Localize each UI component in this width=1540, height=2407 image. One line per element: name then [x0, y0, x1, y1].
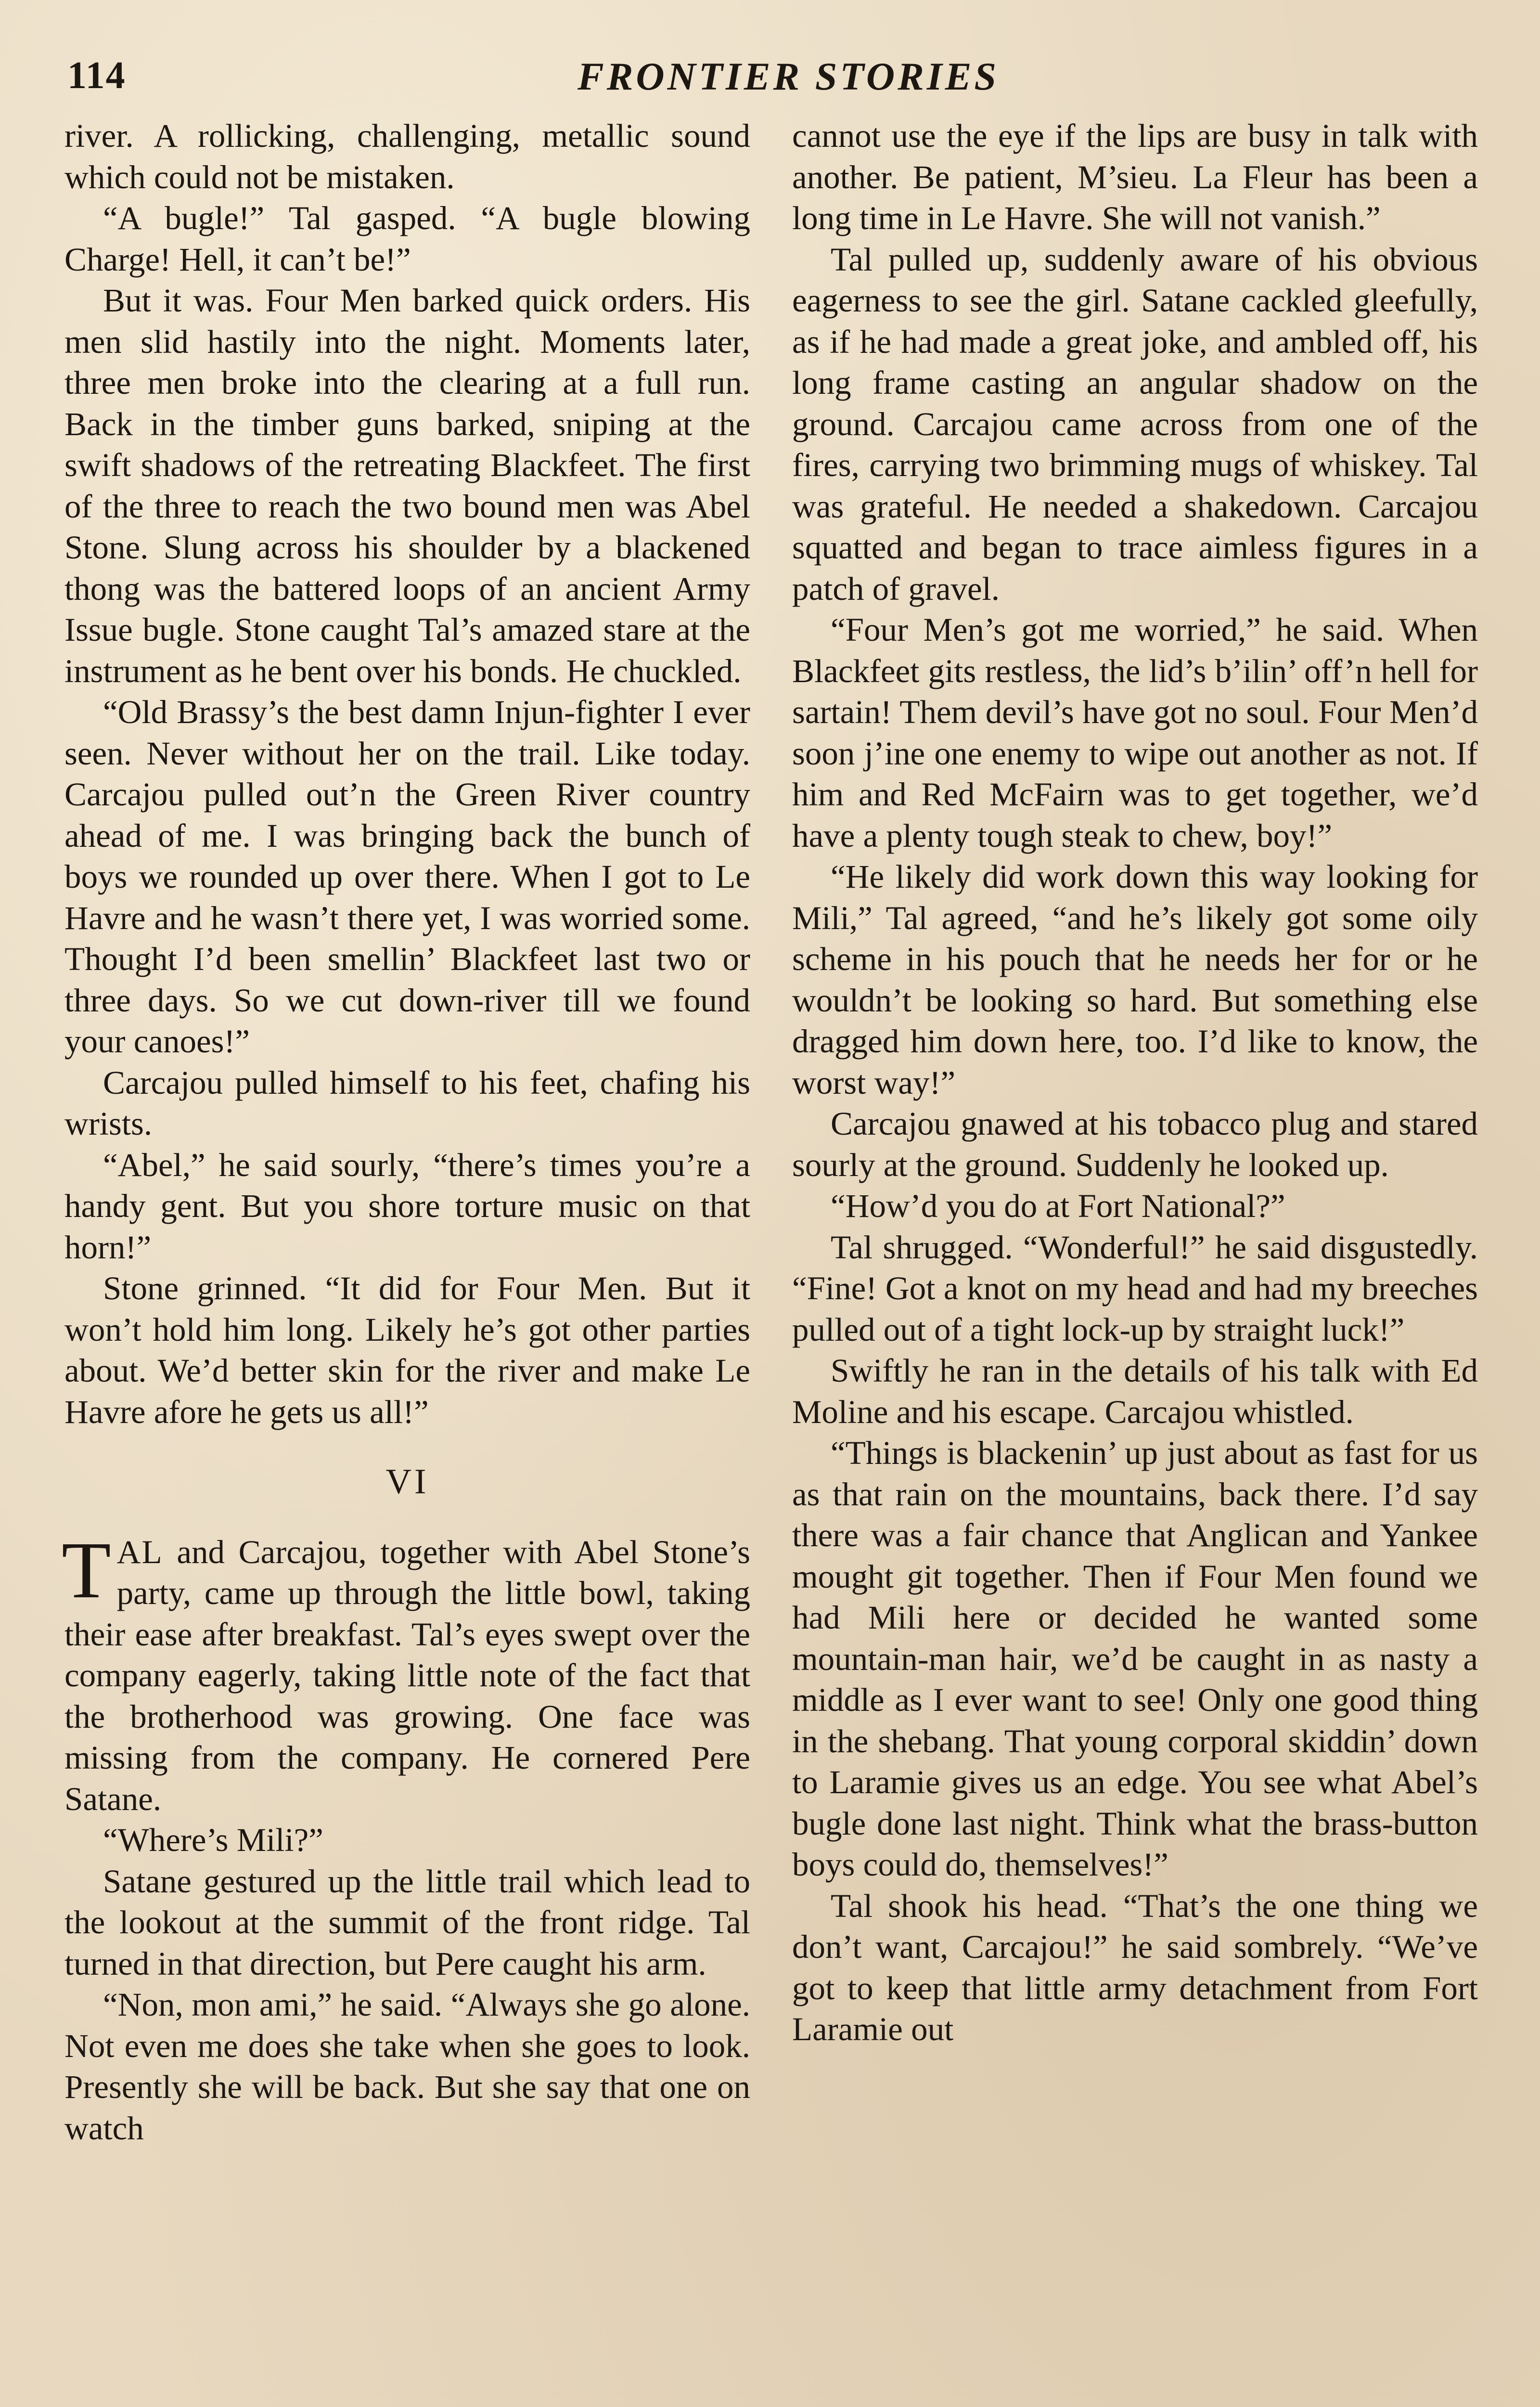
paragraph: river. A rollicking, challenging, metallic sound which could not be mistaken.	[64, 117, 750, 195]
chapter-opening-paragraph	[62, 1525, 750, 1820]
chapter-heading: VI	[385, 1462, 429, 1501]
paragraph: “Non, mon ami,” he said. “Always she go alone. Not even me does she take when she goes to look. Presently she will be back. But she say that one on watch	[64, 1986, 750, 2147]
paragraph: Tal shook his head. “That’s the one thing we don’t want, Carcajou!” he said sombrely. “We’ve got to keep that little army detachment from Fort Laramie out	[792, 1887, 1478, 2047]
paragraph: “A bugle!” Tal gasped. “A bugle blowing Charge! Hell, it can’t be!”	[64, 200, 750, 278]
paragraph: But it was. Four Men barked quick orders. His men slid hastily into the night. Moments later, three men broke into the clearing at a full run. Back in the timber guns barked, sniping at the swift shadows of the retreating Blackfeet. The first of the three to reach the two bound men was Abel Stone. Slung across his shoulder by a blackened thong was the battered loops of an ancient Army Issue bugle. Stone caught Tal’s amazed stare at the instrument as he bent over his bonds. He chuckled.	[64, 282, 750, 689]
paragraph: Tal shrugged. “Wonderful!” he said disgustedly. “Fine! Got a knot on my head and had my breeches pulled out of a tight lock-up by straight luck!”	[792, 1229, 1478, 1348]
paragraph: “How’d you do at Fort National?”	[831, 1188, 1285, 1224]
paragraph: Swiftly he ran in the details of his talk with Ed Moline and his escape. Carcajou whistled.	[792, 1352, 1478, 1430]
page-number: 114	[67, 54, 126, 97]
paragraph: “Old Brassy’s the best damn Injun-fighter I ever seen. Never without her on the trail. Like today. Carcajou pulled out’n the Green River country ahead of me. I was bringing back the bunch of boys we rounded up over there. When I got to Le Havre and he wasn’t there yet, I was worried some. Thought I’d been smellin’ Blackfeet last two or three days. So we cut down-river till we found your canoes!”	[64, 694, 750, 1060]
paragraph: Stone grinned. “It did for Four Men. But it won’t hold him long. Likely he’s got other parties about. We’d better skin for the river and make Le Havre afore he gets us all!”	[64, 1270, 750, 1430]
paragraph: Carcajou pulled himself to his feet, chafing his wrists.	[64, 1064, 750, 1142]
paragraph: cannot use the eye if the lips are busy in talk with another. Be patient, M’sieu. La Fleur has been a long time in Le Havre. She will not vanish.”	[792, 117, 1478, 236]
opening-smallcaps: AL	[116, 1533, 163, 1570]
paragraph: Tal pulled up, suddenly aware of his obvious eagerness to see the girl. Satane cackled gleefully, as if he had made a great joke, and ambled off, his long frame casting an angular shadow on the ground. Carcajou came across from one of the fires, carrying two brimming mugs of whiskey. Tal was grateful. He needed a shakedown. Carcajou squatted and began to trace aimless figures in a patch of gravel.	[792, 241, 1478, 607]
paragraph: “Abel,” he said sourly, “there’s times you’re a handy gent. But you shore torture music on that horn!”	[64, 1146, 750, 1266]
paragraph: Carcajou gnawed at his tobacco plug and stared sourly at the ground. Suddenly he looked up.	[792, 1105, 1478, 1183]
paragraph: “Things is blackenin’ up just about as fast for us as that rain on the mountains, back there. I’d say there was a fair chance that Anglican and Yankee mought git together. Then if Four Men found we had Mili here or decided he wanted some mountain-man hair, we’d be caught in as nasty a middle as I ever want to see! Only one good thing in the shebang. That young corporal skiddin’ down to Laramie gives us an edge. You see what Abel’s bugle done last night. Think what the brass-button boys could do, themselves!”	[792, 1435, 1478, 1883]
page-header	[67, 54, 1477, 107]
drop-cap: T	[62, 1525, 111, 1615]
paragraph: “Where’s Mili?”	[103, 1822, 323, 1858]
paragraph: “Four Men’s got me worried,” he said. When Blackfeet gits restless, the lid’s b’ilin’ off’n hell for sartain! Them devil’s have got no soul. Four Men’d soon j’ine one enemy to wipe out another as not. If him and Red McFairn was to get together, we’d have a plenty tough steak to chew, boy!”	[792, 611, 1478, 854]
paragraph: “He likely did work down this way looking for Mili,” Tal agreed, “and he’s likely got some oily scheme in his pouch that he needs her for or he wouldn’t be looking so hard. But something else dragged him down here, too. I’d like to know, the worst way!”	[792, 858, 1478, 1101]
left-column	[64, 116, 750, 2149]
running-title: FRONTIER STORIES	[578, 54, 1000, 98]
opening-text: and Carcajou, together with Abel Stone’s party, came up through the little bowl, taking their ease after breakfast. Tal’s eyes swept over the company eagerly, taking little note of the fact that the brotherhood was growing. One face was missing from the company. He cornered Pere Satane.	[64, 1533, 750, 1817]
right-column	[792, 116, 1478, 2050]
paragraph: Satane gestured up the little trail which lead to the lookout at the summit of the front ridge. Tal turned in that direction, but Pere caught his arm.	[64, 1863, 750, 1982]
